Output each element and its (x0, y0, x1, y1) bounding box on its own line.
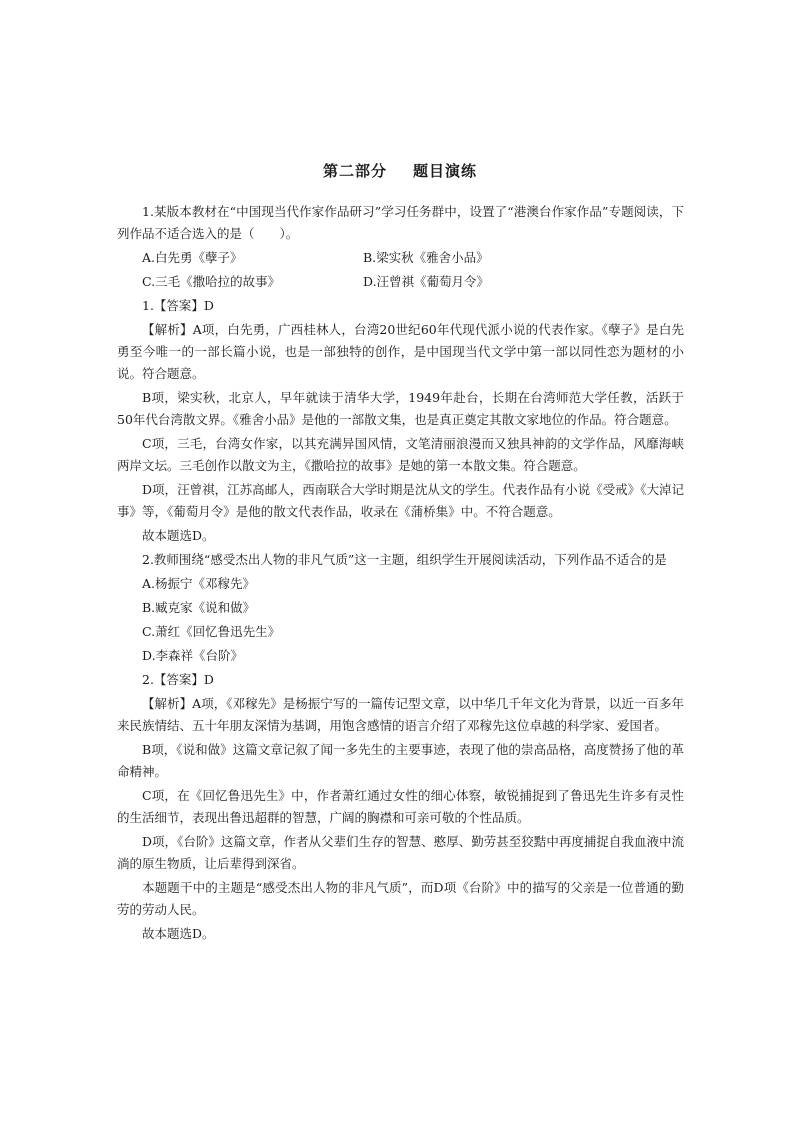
options-row (117, 271, 684, 293)
option-b: B.臧克家《说和做》 (142, 600, 256, 615)
title-section: 题目演练 (413, 162, 478, 180)
page-title (0, 160, 800, 181)
analysis-paragraph: B项，梁实秋，北京人，早年就读于清华大学，1949年赴台，长期在台湾师范大学任教，活跃于50年代台湾散文界。《雅舍小品》是他的一部散文集，也是真正奠定其散文家地位的作品。符合题意。 (117, 390, 684, 427)
title-part: 第二部分 (322, 162, 387, 180)
analysis-paragraph: C项，三毛，台湾女作家，以其充满异国风情，文笔清丽浪漫而又独具神韵的文学作品，风靡海峡两岸文坛。三毛创作以散文为主，《撒哈拉的故事》是她的第一本散文集。符合题意。 (117, 436, 684, 473)
answer-line: 2.【答案】D (142, 672, 214, 687)
analysis-paragraph: 【解析】A项，《邓稼先》是杨振宁写的一篇传记型文章，以中华几千年文化为背景，以近一百多年来民族情结、五十年朋友深情为基调，用饱含感情的语言介绍了邓稼先这位卓越的科学家、爱国者。 (117, 696, 684, 733)
option-d: D.汪曾祺《葡萄月令》 (363, 274, 490, 289)
option-a: A.杨振宁《邓稼先》 (142, 576, 256, 591)
conclusion-line: 故本题选D。 (142, 528, 215, 543)
option-b: B.梁实秋《雅舍小品》 (363, 250, 489, 265)
document-body (117, 201, 684, 947)
answer-line: 1.【答案】D (142, 298, 214, 313)
analysis-paragraph: B项，《说和做》这篇文章记叙了闻一多先生的主要事迹，表现了他的崇高品格，高度赞扬了他的革命精神。 (117, 742, 684, 779)
analysis-paragraph: C项，在《回忆鲁迅先生》中，作者萧红通过女性的细心体察，敏锐捕捉到了鲁迅先生许多有灵性的生活细节，表现出鲁迅超群的智慧，广阔的胸襟和可亲可敬的个性品质。 (117, 788, 684, 825)
option-a: A.白先勇《孽子》 (142, 250, 243, 265)
question-2 (117, 549, 684, 945)
options-row (117, 247, 684, 269)
analysis-paragraph: D项，汪曾祺，江苏高邮人，西南联合大学时期是沈从文的学生。代表作品有小说《受戒》《大淖记事》等，《葡萄月令》是他的散文代表作品，收录在《蒲桥集》中。不符合题意。 (117, 482, 684, 519)
analysis-paragraph: 本题题干中的主题是“感受杰出人物的非凡气质”，而D项《台阶》中的描写的父亲是一位普通的勤劳的劳动人民。 (117, 880, 684, 917)
analysis-paragraph: 【解析】A项，白先勇，广西桂林人，台湾20世纪60年代现代派小说的代表作家。《孽子》是白先勇至今唯一的一部长篇小说，也是一部独特的创作，是中国现当代文学中第一部以同性恋为题材的小说。符合题意。 (117, 322, 684, 381)
option-c: C.萧红《回忆鲁迅先生》 (142, 624, 281, 639)
question-stem: 2.教师围绕“感受杰出人物的非凡气质”这一主题，组织学生开展阅读活动，下列作品不适合的是 (142, 552, 667, 567)
question-1 (117, 201, 684, 547)
option-d: D.李森祥《台阶》 (142, 648, 244, 663)
question-stem: 1.某版本教材在“中国现当代作家作品研习”学习任务群中，设置了“港澳台作家作品”专题阅读，下列作品不适合选入的是（ ）。 (117, 204, 684, 241)
option-c: C.三毛《撒哈拉的故事》 (142, 274, 281, 289)
analysis-paragraph: D项，《台阶》这篇文章，作者从父辈们生存的智慧、憨厚、勤劳甚至狡黠中再度捕捉自我血液中流淌的原生物质，让后辈得到深省。 (117, 834, 684, 871)
conclusion-line: 故本题选D。 (142, 926, 215, 941)
